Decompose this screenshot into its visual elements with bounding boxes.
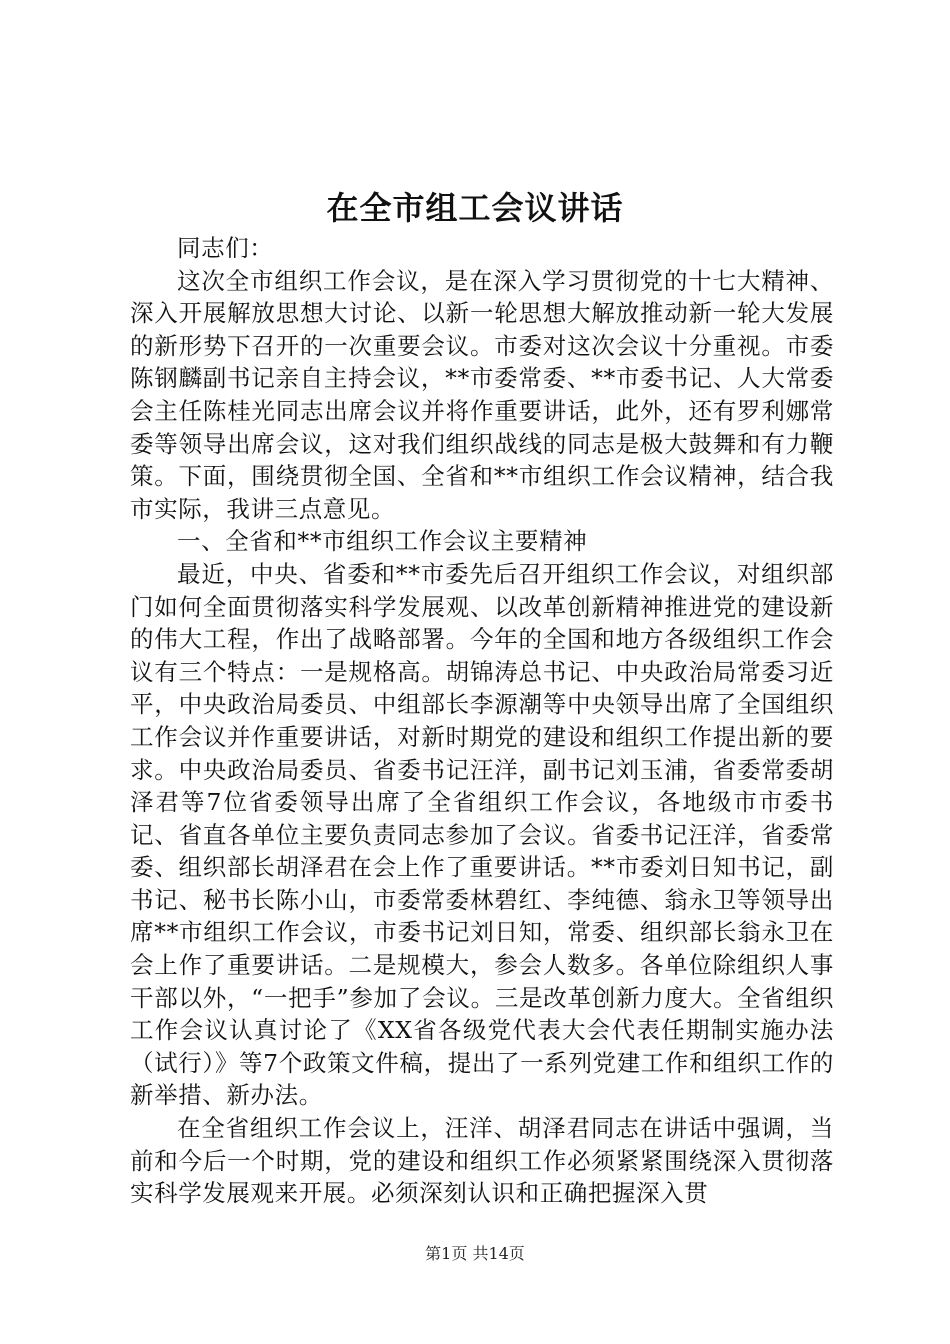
section-heading: 一、全省和**市组织工作会议主要精神 [177,527,588,556]
document-title: 在全市组工会议讲话 [326,189,624,227]
salutation-paragraph: 同志们： [177,234,274,262]
page-number-footer: 第1页 共14页 [425,1244,525,1263]
body-paragraph: 在全省组织工作会议上，汪洋、胡泽君同志在讲话中强调，当前和今后一个时期，党的建设和组织工作必须紧紧围绕深入贯彻落实科学发展观来开展。必须深刻认识和正确把握深入贯 [130,1114,834,1208]
intro-paragraph: 这次全市组织工作会议，是在深入学习贯彻党的十七大精神、深入开展解放思想大讨论、以新一轮思想大解放推动新一轮大发展的新形势下召开的一次重要会议。市委对这次会议十分重视。市委陈钢麟副书记亲自主持会议，**市委常委、**市委书记、人大常委会主任陈桂光同志出席会议并将作重要讲话，此外，还有罗利娜常委等领导出席会议，这对我们组织战线的同志是极大鼓舞和有力鞭策。下面，围绕贯彻全国、全省和**市组织工作会议精神，结合我市实际，我讲三点意见。 [130,266,834,523]
document-body [130,232,834,1210]
body-paragraph: 最近，中央、省委和**市委先后召开组织工作会议，对组织部门如何全面贯彻落实科学发展观、以改革创新精神推进党的建设新的伟大工程，作出了战略部署。今年的全国和地方各级组织工作会议有三个特点：一是规格高。胡锦涛总书记、中央政治局常委习近平，中央政治局委员、中组部长李源潮等中央领导出席了全国组织工作会议并作重要讲话，对新时期党的建设和组织工作提出新的要求。中央政治局委员、省委书记汪洋，副书记刘玉浦，省委常委胡泽君等7位省委领导出席了全省组织工作会议，各地级市市委书记、省直各单位主要负责同志参加了会议。省委书记汪洋，省委常委、组织部长胡泽君在会上作了重要讲话。**市委刘日知书记，副书记、秘书长陈小山，市委常委林碧红、李纯德、翁永卫等领导出席**市组织工作会议，市委书记刘日知，常委、组织部长翁永卫在会上作了重要讲话。二是规模大，参会人数多。各单位除组织人事干部以外，“一把手”参加了会议。三是改革创新力度大。全省组织工作会议认真讨论了《XX省各级党代表大会代表任期制实施办法（试行）》等7个政策文件稿，提出了一系列党建工作和组织工作的新举措、新办法。 [130,559,834,1110]
